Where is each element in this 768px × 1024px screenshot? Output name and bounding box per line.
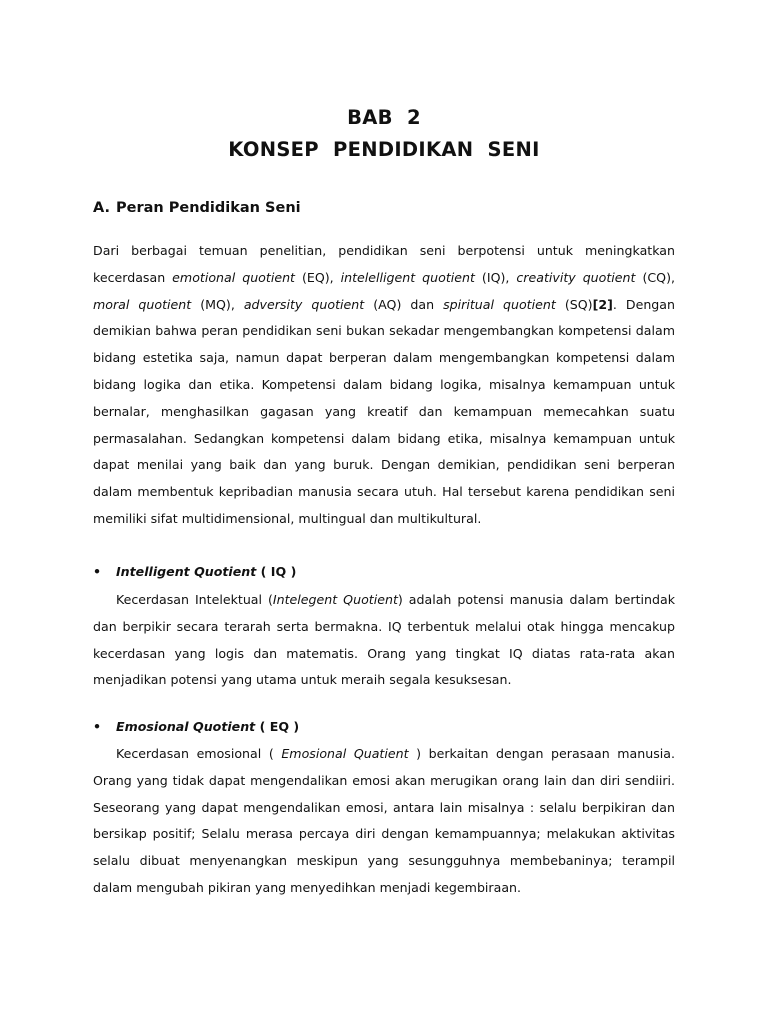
iq-paragraph [93,587,675,694]
term-spiritual-quotient: spiritual quotient [443,296,556,312]
bullet-icon: • [93,719,102,734]
intro-text-5: (MQ), [191,296,244,312]
section-a-heading [93,200,301,216]
chapter-title: KONSEP PENDIDIKAN SENI [228,138,540,161]
eq-text-1: Kecerdasan emosional ( [116,746,282,761]
intro-text-8: . Dengan demikian bahwa peran pendidikan seni bukan sekadar mengembangkan kompetensi dalam bidang estetika saja, namun dapat berperan dalam mengembangkan kompetensi dalam bidang logika dan etika. Kompetensi dalam bidang logika, misalnya kemampuan untuk bernalar, menghasilkan gagasan yang kreatif dan kemampuan memecahkan suatu permasalahan. Sedangkan kompetensi dalam bidang etika, misalnya kemampuan untuk dapat menilai yang baik dan yang buruk. Dengan demikian, pendidikan seni berperan dalam membentuk kepribadian manusia secara utuh. Hal tersebut karena pendidikan seni memiliki sifat multidimensional, multingual dan multikultural. [93,296,675,526]
chapter-number: BAB 2 [347,106,421,129]
section-a-title: Peran Pendidikan Seni [116,200,301,216]
iq-bullet-heading [93,564,296,579]
eq-paragraph [93,741,675,902]
intro-text-1: Dari berbagai temuan penelitian, pendidikan seni berpotensi untuk meningkatkan kecerdasan [93,243,675,285]
eq-heading-abbrev: ( EQ ) [255,719,300,734]
iq-term: Intelegent Quotient [272,592,398,607]
section-a-letter: A. [93,200,110,216]
eq-text-2: ) berkaitan dengan perasaan manusia. Orang yang tidak dapat mengendalikan emosi akan merugikan orang lain dan diri sendiiri. Seseorang yang dapat mengendalikan emosi, antara lain misalnya : selalu berpikiran dan bersikap positif; Selalu merasa percaya diri dengan kemampuannya; melakukan aktivitas selalu dibuat menyenangkan meskipun yang sesungguhnya membebaninya; terampil dalam mengubah pikiran yang menyedihkan menjadi kegembiraan. [93,746,675,895]
intro-text-7: (SQ) [555,296,593,312]
citation-reference: [2] [592,296,613,312]
intro-text-2: (EQ), [295,269,341,285]
intro-text-6: (AQ) dan [364,296,444,312]
term-emotional-quotient: emotional quotient [172,269,295,285]
eq-bullet-heading [93,719,299,734]
intro-text-3: (IQ), [474,269,517,285]
eq-heading-term: Emosional Quotient [116,719,256,734]
term-creativity-quotient: creativity quotient [516,269,636,285]
term-moral-quotient: moral quotient [93,296,192,312]
iq-heading-term: Intelligent Quotient [116,564,257,579]
term-adversity-quotient: adversity quotient [243,296,365,312]
term-intelligent-quotient: intelelligent quotient [340,269,475,285]
intro-text-4: (CQ), [635,269,675,285]
bullet-icon: • [93,564,102,579]
iq-text-2: ) adalah potensi manusia dalam bertindak dan berpikir secara terarah serta bermakna. IQ terbentuk melalui otak hingga mencakup kecerdasan yang logis dan matematis. Orang yang tingkat IQ diatas rata-rata akan menjadikan potensi yang utama untuk meraih segala kesuksesan. [93,592,676,688]
iq-heading-abbrev: ( IQ ) [256,564,297,579]
eq-term: Emosional Quatient [281,746,409,761]
intro-paragraph [93,238,675,533]
iq-text-1: Kecerdasan Intelektual ( [116,592,273,607]
